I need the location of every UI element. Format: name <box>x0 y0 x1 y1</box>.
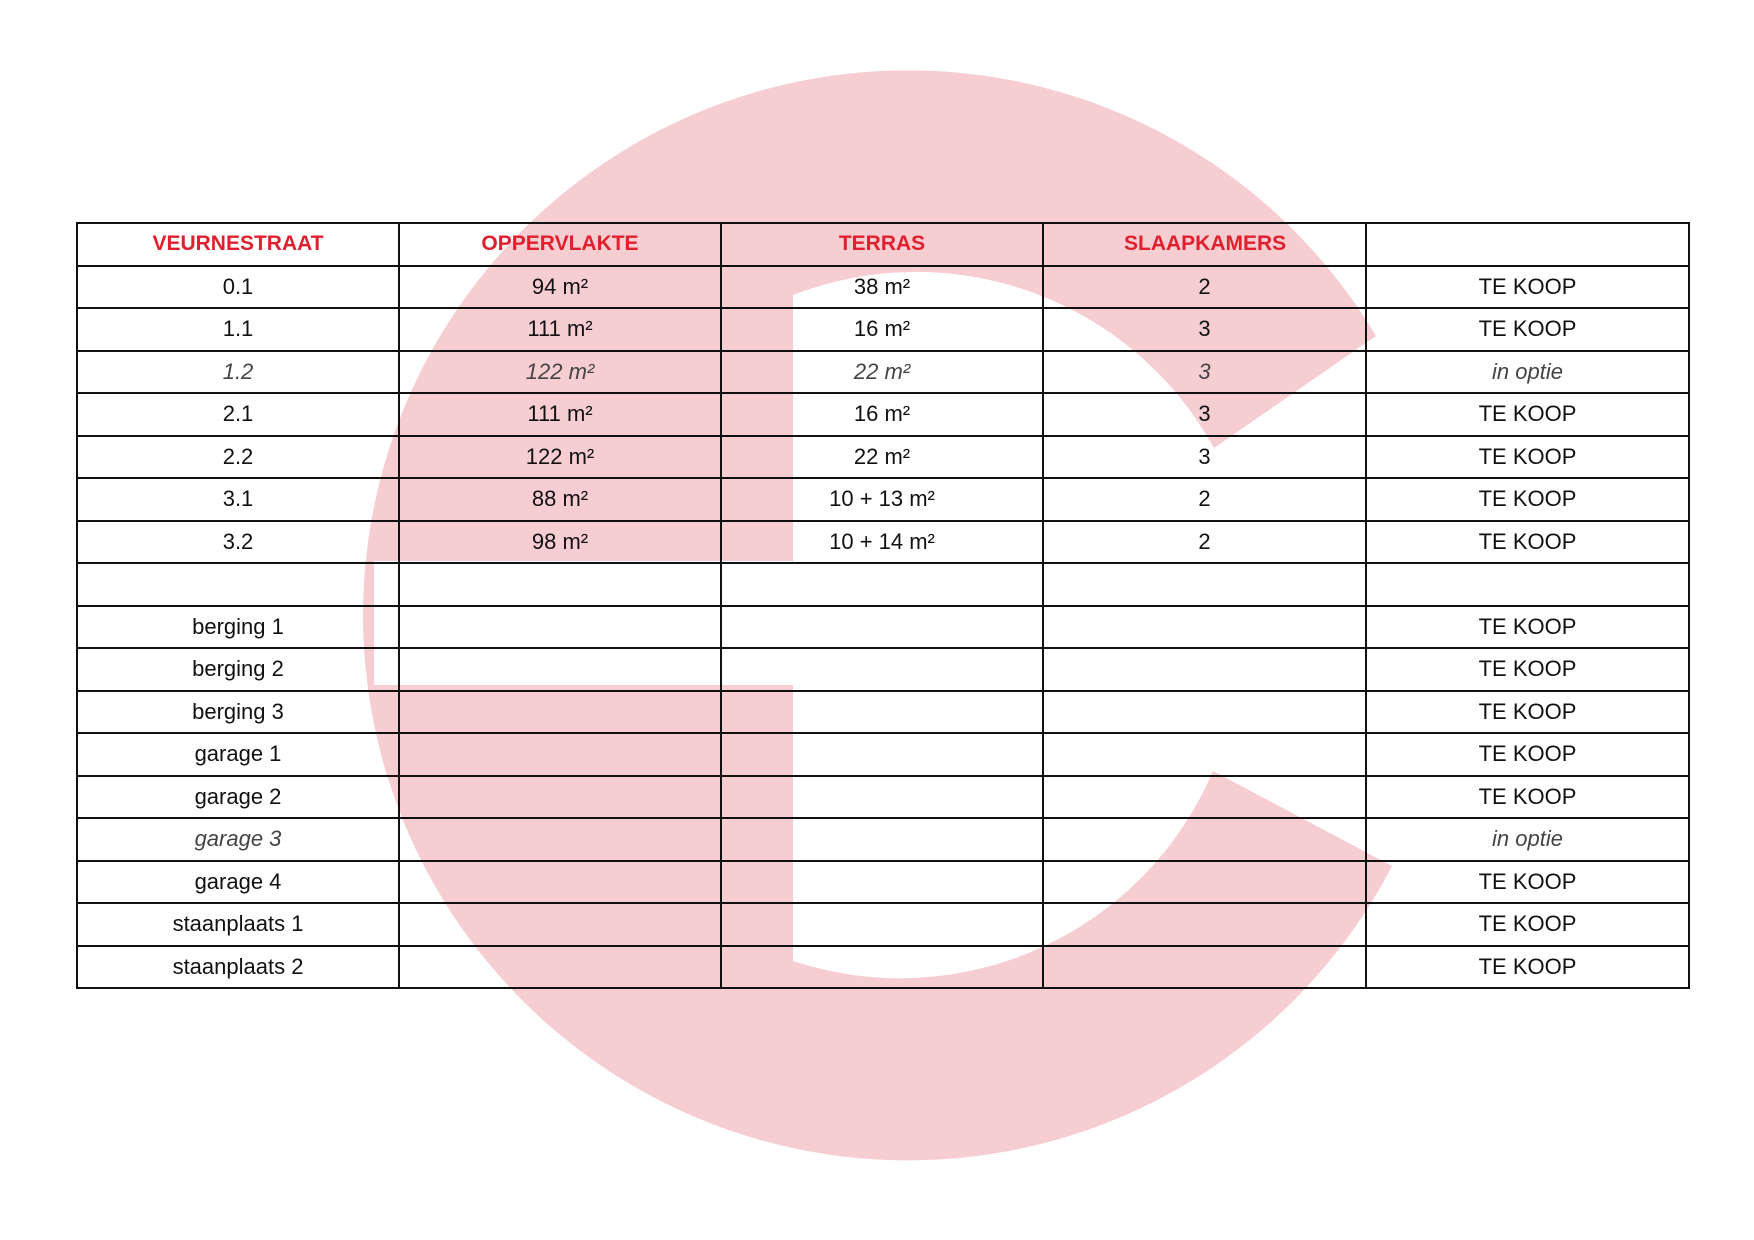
area-cell <box>399 606 721 649</box>
bedrooms-cell <box>1043 903 1366 946</box>
unit-cell: 0.1 <box>77 266 399 309</box>
table-row <box>77 266 1689 309</box>
unit-cell: 1.1 <box>77 308 399 351</box>
status-cell: TE KOOP <box>1366 648 1689 691</box>
area-cell: 111 m² <box>399 393 721 436</box>
bedrooms-cell <box>1043 691 1366 734</box>
table-body <box>77 266 1689 989</box>
terrace-cell <box>721 946 1043 989</box>
table-row <box>77 776 1689 819</box>
status-cell: TE KOOP <box>1366 266 1689 309</box>
area-cell <box>399 861 721 904</box>
terrace-cell <box>721 818 1043 861</box>
status-cell: TE KOOP <box>1366 776 1689 819</box>
area-cell: 94 m² <box>399 266 721 309</box>
unit-cell <box>77 563 399 606</box>
terrace-cell: 16 m² <box>721 393 1043 436</box>
status-cell: in optie <box>1366 818 1689 861</box>
status-cell: TE KOOP <box>1366 946 1689 989</box>
header-terras: TERRAS <box>721 223 1043 266</box>
unit-cell: staanplaats 1 <box>77 903 399 946</box>
bedrooms-cell <box>1043 861 1366 904</box>
header-oppervlakte: OPPERVLAKTE <box>399 223 721 266</box>
area-cell: 111 m² <box>399 308 721 351</box>
status-cell: in optie <box>1366 351 1689 394</box>
bedrooms-cell <box>1043 818 1366 861</box>
unit-cell: garage 4 <box>77 861 399 904</box>
unit-cell: 1.2 <box>77 351 399 394</box>
table-row <box>77 946 1689 989</box>
unit-cell: staanplaats 2 <box>77 946 399 989</box>
bedrooms-cell <box>1043 776 1366 819</box>
bedrooms-cell: 3 <box>1043 393 1366 436</box>
unit-cell: 2.2 <box>77 436 399 479</box>
status-cell: TE KOOP <box>1366 691 1689 734</box>
terrace-cell: 22 m² <box>721 351 1043 394</box>
table-row <box>77 351 1689 394</box>
unit-cell: garage 1 <box>77 733 399 776</box>
terrace-cell <box>721 861 1043 904</box>
area-cell <box>399 946 721 989</box>
bedrooms-cell <box>1043 648 1366 691</box>
bedrooms-cell <box>1043 946 1366 989</box>
area-cell <box>399 733 721 776</box>
status-cell <box>1366 563 1689 606</box>
header-row <box>77 223 1689 266</box>
unit-cell: 2.1 <box>77 393 399 436</box>
area-cell <box>399 563 721 606</box>
unit-cell: berging 1 <box>77 606 399 649</box>
terrace-cell <box>721 776 1043 819</box>
table-row <box>77 818 1689 861</box>
terrace-cell: 16 m² <box>721 308 1043 351</box>
status-cell: TE KOOP <box>1366 478 1689 521</box>
table-row <box>77 903 1689 946</box>
status-cell: TE KOOP <box>1366 521 1689 564</box>
bedrooms-cell <box>1043 563 1366 606</box>
terrace-cell: 38 m² <box>721 266 1043 309</box>
area-cell <box>399 776 721 819</box>
unit-cell: garage 2 <box>77 776 399 819</box>
status-cell: TE KOOP <box>1366 903 1689 946</box>
table-row <box>77 436 1689 479</box>
unit-cell: berging 2 <box>77 648 399 691</box>
terrace-cell <box>721 606 1043 649</box>
table-row <box>77 521 1689 564</box>
area-cell <box>399 648 721 691</box>
unit-cell: 3.2 <box>77 521 399 564</box>
status-cell: TE KOOP <box>1366 861 1689 904</box>
header-status <box>1366 223 1689 266</box>
bedrooms-cell: 2 <box>1043 478 1366 521</box>
bedrooms-cell <box>1043 733 1366 776</box>
table-row <box>77 606 1689 649</box>
terrace-cell: 22 m² <box>721 436 1043 479</box>
area-cell: 98 m² <box>399 521 721 564</box>
terrace-cell <box>721 903 1043 946</box>
table-row <box>77 308 1689 351</box>
terrace-cell <box>721 691 1043 734</box>
area-cell: 88 m² <box>399 478 721 521</box>
status-cell: TE KOOP <box>1366 393 1689 436</box>
area-cell <box>399 818 721 861</box>
header-veurnestraat: VEURNESTRAAT <box>77 223 399 266</box>
area-cell: 122 m² <box>399 436 721 479</box>
table-row <box>77 393 1689 436</box>
unit-cell: garage 3 <box>77 818 399 861</box>
table-row <box>77 563 1689 606</box>
bedrooms-cell: 2 <box>1043 521 1366 564</box>
bedrooms-cell: 3 <box>1043 308 1366 351</box>
area-cell <box>399 903 721 946</box>
bedrooms-cell: 2 <box>1043 266 1366 309</box>
status-cell: TE KOOP <box>1366 436 1689 479</box>
status-cell: TE KOOP <box>1366 308 1689 351</box>
unit-cell: berging 3 <box>77 691 399 734</box>
terrace-cell: 10 + 13 m² <box>721 478 1043 521</box>
status-cell: TE KOOP <box>1366 606 1689 649</box>
unit-cell: 3.1 <box>77 478 399 521</box>
terrace-cell: 10 + 14 m² <box>721 521 1043 564</box>
bedrooms-cell: 3 <box>1043 436 1366 479</box>
table-row <box>77 733 1689 776</box>
area-cell <box>399 691 721 734</box>
terrace-cell <box>721 648 1043 691</box>
area-cell: 122 m² <box>399 351 721 394</box>
table-row <box>77 691 1689 734</box>
table-row <box>77 648 1689 691</box>
table-row <box>77 861 1689 904</box>
table-row <box>77 478 1689 521</box>
status-cell: TE KOOP <box>1366 733 1689 776</box>
bedrooms-cell <box>1043 606 1366 649</box>
terrace-cell <box>721 563 1043 606</box>
bedrooms-cell: 3 <box>1043 351 1366 394</box>
terrace-cell <box>721 733 1043 776</box>
units-table <box>76 222 1690 989</box>
header-slaapkamers: SLAAPKAMERS <box>1043 223 1366 266</box>
